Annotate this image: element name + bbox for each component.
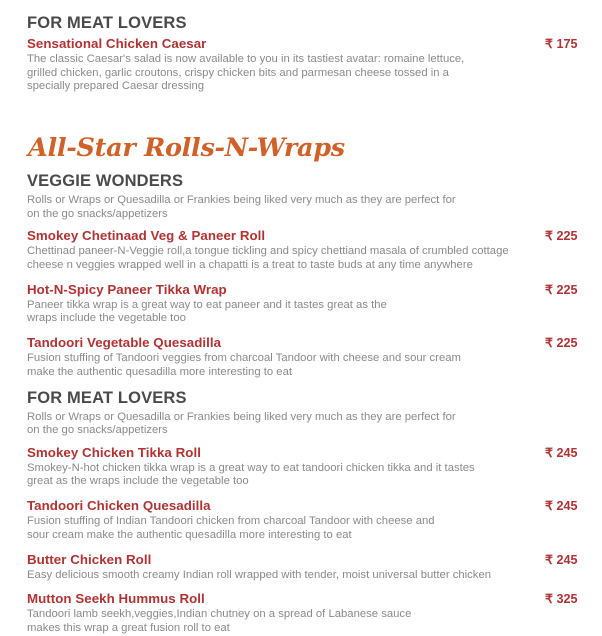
description-line: makes this wrap a great fusion roll to eat	[27, 621, 230, 634]
section-heading: VEGGIE WONDERS	[27, 172, 184, 191]
menu-item-description	[27, 608, 527, 635]
menu-item-price: ₹ 175	[545, 37, 578, 51]
menu-item-name: Butter Chicken Roll	[27, 551, 152, 567]
menu-item-price: ₹ 245	[545, 552, 578, 567]
description-line: Easy delicious smooth creamy Indian roll wrapped with tender, moist universal butter chicken	[27, 568, 492, 581]
menu-item	[0, 591, 602, 635]
menu-item-name: Smokey Chetinaad Veg & Paneer Roll	[27, 228, 266, 244]
menu-item	[0, 36, 602, 94]
menu-item-header	[27, 498, 602, 514]
menu-item	[0, 228, 602, 272]
menu-item-description	[27, 515, 527, 542]
menu-item-header	[27, 591, 602, 607]
menu-item-name: Sensational Chicken Caesar	[27, 36, 207, 51]
description-line: Fusion stuffing of Indian Tandoori chicken from charcoal Tandoor with cheese and	[27, 515, 435, 528]
menu-item-header	[27, 36, 602, 52]
item-list	[0, 36, 602, 94]
description-line: make the authentic quesadilla more interesting to eat	[27, 365, 293, 378]
description-line: wraps include the vegetable too	[27, 312, 186, 325]
description-line: Fusion stuffing of Tandoori veggies from charcoal Tandoor with cheese and sour cream	[27, 352, 461, 365]
menu-item-description	[27, 352, 527, 379]
section-top-meat-lovers	[0, 14, 602, 94]
menu-item	[0, 335, 602, 379]
menu-item-price: ₹ 245	[545, 499, 578, 514]
menu-item	[0, 282, 602, 326]
description-line: Tandoori lamb seekh,veggies,Indian chutney on a spread of Labanese sauce	[27, 608, 412, 621]
description-line: Paneer tikka wrap is a great way to eat paneer and it tastes great as the	[27, 298, 387, 311]
menu-item	[0, 498, 602, 542]
description-line: sour cream make the authentic quesadilla more interesting to eat	[27, 528, 352, 541]
section-list	[0, 172, 602, 636]
description-line: Chettinad paneer-N-Veggie roll,a tongue tickling and spicy chettiand masala of crumbled cottage	[27, 245, 509, 258]
section-note-line: on the go snacks/appetizers	[27, 207, 168, 220]
menu-section	[0, 389, 602, 636]
menu-section	[0, 172, 602, 379]
menu-item-name: Tandoori Vegetable Quesadilla	[27, 335, 222, 351]
description-line: The classic Caesar's salad is now available to you in its tastiest avatar: romaine lettuce,	[27, 53, 465, 65]
menu-item-price: ₹ 225	[545, 282, 578, 297]
section-note-line: Rolls or Wraps or Quesadilla or Frankies being liked very much as they are perfect for	[27, 194, 456, 207]
spacer	[0, 103, 602, 133]
menu-item-header	[27, 445, 602, 461]
menu-item-description	[27, 569, 527, 583]
menu-item-header	[27, 552, 602, 568]
menu-item-description	[27, 299, 527, 326]
description-line: Smokey-N-hot chicken tikka wrap is a great way to eat tandoori chicken tikka and it tastes	[27, 461, 475, 474]
menu-item	[0, 552, 602, 583]
section-heading: FOR MEAT LOVERS	[27, 14, 187, 32]
menu-item-description	[27, 53, 527, 94]
section-note	[27, 194, 497, 221]
section-note-line: Rolls or Wraps or Quesadilla or Frankies being liked very much as they are perfect for	[27, 410, 456, 423]
menu-item-price: ₹ 225	[545, 229, 578, 244]
description-line: grilled chicken, garlic croutons, crispy chicken bits and parmesan cheese tossed in a	[27, 66, 449, 79]
description-line: specially prepared Caesar dressing	[27, 80, 205, 93]
menu-item-name: Mutton Seekh Hummus Roll	[27, 591, 205, 607]
menu-item	[0, 445, 602, 489]
description-line: great as the wraps include the vegetable too	[27, 475, 249, 488]
menu-category-title: All-Star Rolls-N-Wraps	[28, 133, 345, 164]
menu-item-name: Hot-N-Spicy Paneer Tikka Wrap	[27, 281, 227, 297]
menu-item-price: ₹ 325	[545, 592, 578, 607]
menu-item-price: ₹ 245	[545, 445, 578, 460]
section-note	[27, 411, 497, 438]
menu-item-price: ₹ 225	[545, 336, 578, 351]
description-line: cheese n veggies wrapped well in a chapatti is a treat to taste buds at any time anywhere	[27, 259, 473, 271]
menu-item-header	[27, 228, 602, 244]
menu-item-header	[27, 335, 602, 351]
section-heading: FOR MEAT LOVERS	[27, 388, 187, 407]
menu-item-description	[27, 245, 527, 272]
menu-item-name: Tandoori Chicken Quesadilla	[27, 498, 211, 514]
menu-item-name: Smokey Chicken Tikka Roll	[27, 444, 201, 460]
menu-item-header	[27, 282, 602, 298]
section-note-line: on the go snacks/appetizers	[27, 424, 168, 437]
menu-item-description	[27, 462, 527, 489]
